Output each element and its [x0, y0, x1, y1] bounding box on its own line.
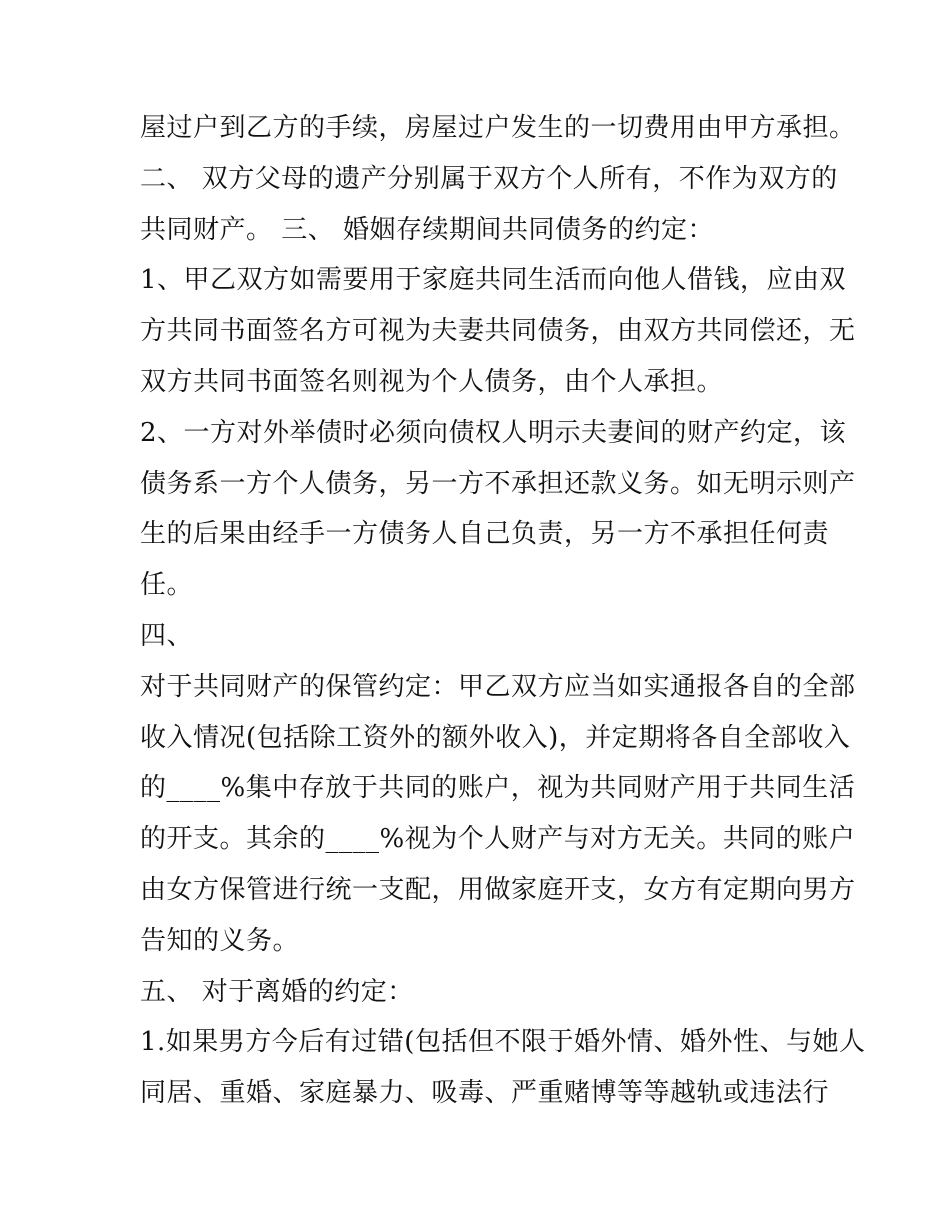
text-line: 双方共同书面签名则视为个人债务，由个人承担。	[140, 366, 724, 397]
document-body	[140, 103, 866, 1119]
text-line: 生的后果由经手一方债务人自己负责，另一方不承担任何责	[140, 519, 830, 550]
section-heading-4: 四、	[140, 620, 194, 651]
clause-3-1: 1、甲乙双方如需要用于家庭共同生活而向他人借钱，应由双	[140, 265, 847, 296]
text-line: 同居、重婚、家庭暴力、吸毒、严重赌博等等越轨或违法行	[140, 1078, 830, 1109]
text-line: 收入情况(包括除工资外的额外收入)，并定期将各自全部收入	[140, 722, 851, 753]
clause-5-1: 1.如果男方今后有过错(包括但不限于婚外情、婚外性、与她人	[140, 1027, 866, 1058]
text-line-with-blank: 的开支。其余的____%视为个人财产与对方无关。共同的账户	[140, 824, 856, 855]
clause-3-2: 2、一方对外举债时必须向债权人明示夫妻间的财产约定，该	[140, 417, 847, 448]
section-heading-2: 二、 双方父母的遗产分别属于双方个人所有，不作为双方的	[140, 163, 838, 194]
text-line: 告知的义务。	[140, 925, 300, 956]
section-heading-5: 五、 对于离婚的约定：	[140, 976, 414, 1007]
section-heading-3: 共同财产。 三、 婚姻存续期间共同债务的约定：	[140, 214, 715, 245]
text-line: 屋过户到乙方的手续，房屋过户发生的一切费用由甲方承担。	[140, 113, 856, 143]
section-4-body: 对于共同财产的保管约定：甲乙双方应当如实通报各自的全部	[140, 671, 856, 702]
text-line: 任。	[140, 570, 194, 601]
text-line: 由女方保管进行统一支配，用做家庭开支，女方有定期向男方	[140, 874, 856, 905]
text-line: 债务系一方个人债务，另一方不承担还款义务。如无明示则产	[140, 468, 856, 499]
text-line: 方共同书面签名方可视为夫妻共同债务，由双方共同偿还，无	[140, 316, 856, 347]
text-line-with-blank: 的____%集中存放于共同的账户，视为共同财产用于共同生活	[140, 773, 856, 804]
